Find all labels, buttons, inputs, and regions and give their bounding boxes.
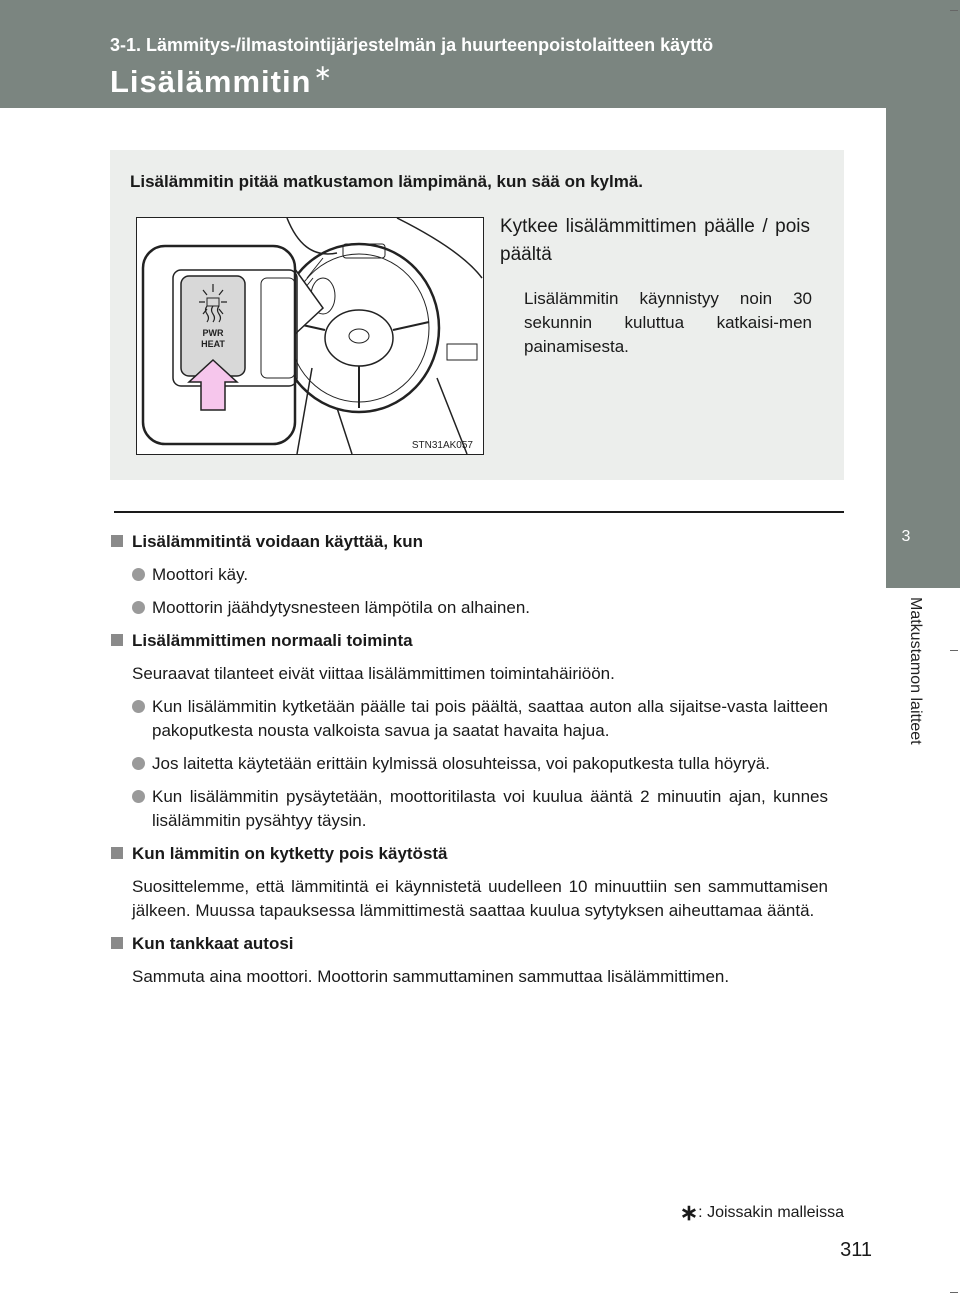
bullet-item: Kun lisälämmitin pysäytetään, moottoritilasta voi kuulua ääntä 2 minuutin ajan, kunnes lisälämmitin pysähtyy täysin.: [110, 785, 828, 833]
body-content: [110, 530, 828, 989]
footnote-text: : Joissakin malleissa: [698, 1204, 844, 1222]
page-number: 311: [840, 1239, 872, 1261]
bullet-item: Jos laitetta käytetään erittäin kylmissä olosuhteissa, voi pakoputkesta tulla höyryä.: [110, 752, 828, 776]
title-text: Lisälämmitin: [110, 64, 312, 99]
bullet-item: Moottori käy.: [110, 563, 828, 587]
bullet-item: Moottorin jäähdytysnesteen lämpötila on alhainen.: [110, 596, 828, 620]
paragraph: Sammuta aina moottori. Moottorin sammuttaminen sammuttaa lisälämmittimen.: [132, 967, 730, 986]
paragraph: Suosittelemme, että lämmitintä ei käynnistetä uudelleen 10 minuuttiin sen sammuttamisen jälkeen. Muussa tapauksessa lämmittimestä saattaa kuulua sytytyksen aiheuttamaa ääntä.: [132, 877, 828, 920]
page-header: [0, 0, 960, 108]
crop-mark: [950, 10, 958, 11]
chapter-side-tab: [886, 108, 960, 588]
steering-wheel-hub: [325, 310, 393, 366]
subheading: Lisälämmittimen normaali toiminta: [110, 629, 828, 653]
paragraph: Seuraavat tilanteet eivät viittaa lisälämmittimen toimintahäiriöön.: [132, 664, 615, 683]
info-box-heading: Lisälämmitin pitää matkustamon lämpimänä, kun sää on kylmä.: [130, 172, 643, 191]
footnote-mark: ∗: [679, 1200, 699, 1225]
subheading: Kun tankkaat autosi: [110, 932, 828, 956]
crop-mark: [950, 650, 958, 651]
callout-title: Kytkee lisälämmittimen päälle / pois päältä: [500, 216, 810, 265]
bullet-item: Kun lisälämmitin kytketään päälle tai pois päältä, saattaa auton alla sijaitse-vasta laitteen pakoputkesta nousta valkoista savua ja saatat havaita hajua.: [110, 695, 828, 743]
pedal-area: [447, 344, 477, 360]
button-label-line-2: HEAT: [201, 339, 225, 349]
subheading: Lisälämmitintä voidaan käyttää, kun: [110, 530, 828, 554]
chapter-label-text: Matkustamon laitteet: [907, 597, 924, 745]
dashboard-illustration: [136, 217, 484, 455]
illustration-code: STN31AK057: [411, 440, 473, 451]
section-divider: [114, 511, 844, 513]
dashboard-drawing: [137, 218, 483, 454]
subheading: Kun lämmitin on kytketty pois käytöstä: [110, 842, 828, 866]
chapter-number: 3: [901, 528, 911, 545]
button-label-line-1: PWR: [202, 328, 224, 338]
title-footnote-mark: ∗: [313, 60, 333, 85]
steering-wheel-logo: [349, 329, 369, 343]
section-title: 3-1. Lämmitys-/ilmastointijärjestelmän ja huurteenpoistolaitteen käyttö: [110, 35, 714, 55]
chapter-label: [905, 597, 925, 797]
page-title: [110, 60, 333, 100]
callout-text: Lisälämmitin käynnistyy noin 30 sekunnin kuluttua katkaisi-men painamisesta.: [524, 289, 812, 356]
crop-mark: [950, 1292, 958, 1293]
footnote: [680, 1200, 844, 1226]
